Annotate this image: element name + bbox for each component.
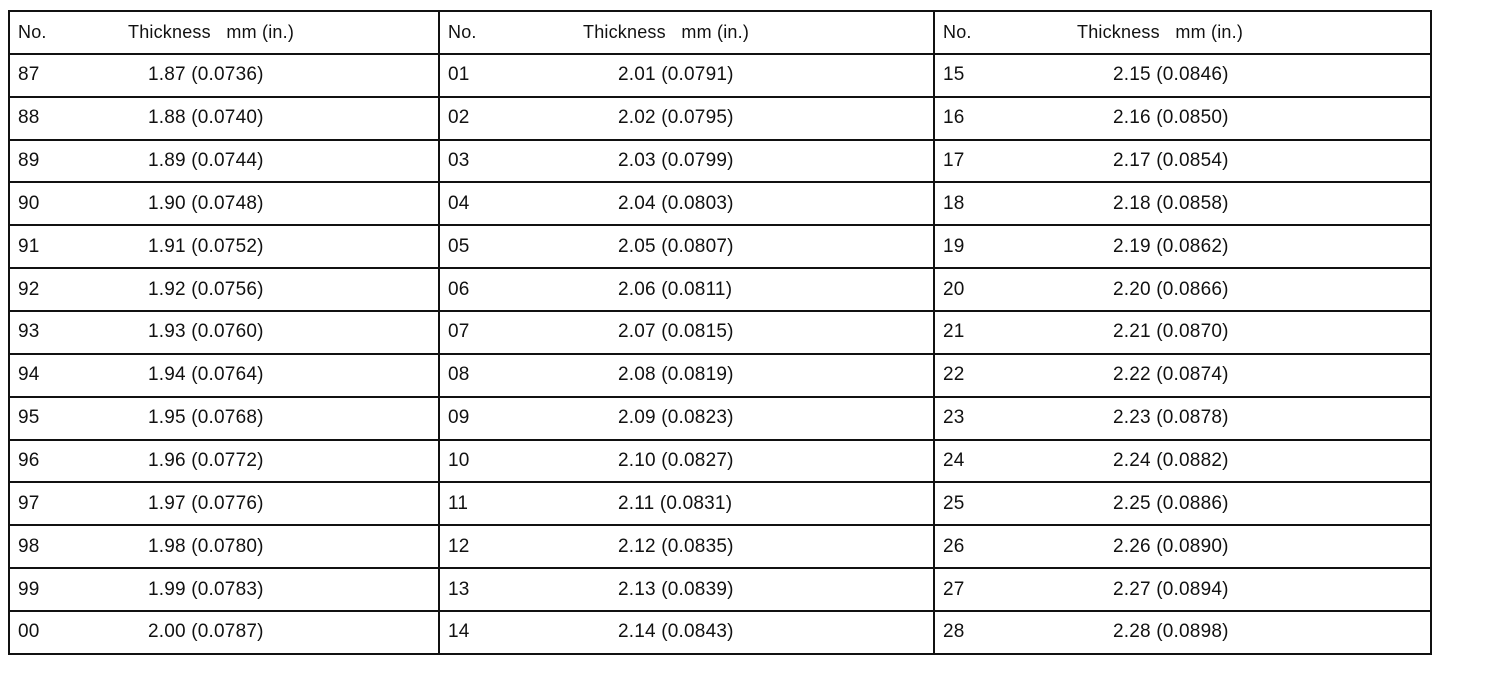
row-no: 15 (943, 64, 965, 86)
table-row (935, 569, 1430, 612)
table-row (10, 55, 438, 98)
row-no: 19 (943, 235, 965, 257)
row-no: 05 (448, 235, 470, 257)
table-row (10, 483, 438, 526)
row-no: 98 (18, 535, 40, 557)
table-block-3 (935, 12, 1430, 653)
row-thickness: 1.89 (0.0744) (148, 150, 264, 171)
row-no: 06 (448, 278, 470, 300)
row-no: 92 (18, 278, 40, 300)
row-thickness: 2.21 (0.0870) (1113, 321, 1229, 343)
row-no: 14 (448, 621, 470, 643)
row-thickness: 1.92 (0.0756) (148, 278, 264, 300)
row-thickness: 2.22 (0.0874) (1113, 364, 1229, 386)
row-no: 01 (448, 64, 470, 86)
table-row (10, 355, 438, 398)
row-thickness: 1.99 (0.0783) (148, 578, 264, 600)
row-no: 99 (18, 578, 40, 600)
table-row (440, 355, 933, 398)
row-no: 87 (18, 64, 40, 86)
thickness-table (8, 10, 1432, 655)
table-row (440, 226, 933, 269)
row-thickness: 2.02 (0.0795) (618, 107, 734, 129)
row-thickness: 2.01 (0.0791) (618, 64, 734, 86)
header-no: No. (448, 21, 477, 42)
row-thickness: 1.98 (0.0780) (148, 535, 264, 557)
row-thickness: 2.00 (0.0787) (148, 621, 264, 643)
row-no: 10 (448, 450, 470, 472)
table-row (935, 312, 1430, 355)
row-thickness: 2.23 (0.0878) (1113, 407, 1229, 429)
table-row (935, 226, 1430, 269)
row-no: 24 (943, 450, 965, 472)
table-row (10, 569, 438, 612)
row-no: 02 (448, 107, 470, 129)
table-block-1 (10, 12, 440, 653)
row-thickness: 1.87 (0.0736) (148, 64, 264, 86)
table-row (935, 398, 1430, 441)
table-row (935, 355, 1430, 398)
table-row (935, 441, 1430, 484)
row-thickness: 2.24 (0.0882) (1113, 450, 1229, 472)
row-thickness: 2.04 (0.0803) (618, 192, 734, 214)
row-no: 00 (18, 621, 40, 643)
table-header-row (440, 12, 933, 55)
table-row (10, 226, 438, 269)
row-thickness: 2.25 (0.0886) (1113, 492, 1229, 514)
row-no: 17 (943, 150, 965, 171)
row-no: 28 (943, 621, 965, 643)
table-header-row (10, 12, 438, 55)
table-row (440, 98, 933, 141)
table-row (935, 55, 1430, 98)
row-no: 26 (943, 535, 965, 557)
table-header-row (935, 12, 1430, 55)
row-thickness: 2.05 (0.0807) (618, 235, 734, 257)
table-row (10, 612, 438, 653)
row-no: 95 (18, 407, 40, 429)
row-no: 88 (18, 107, 40, 129)
table-row (10, 183, 438, 226)
row-no: 13 (448, 578, 470, 600)
row-thickness: 2.26 (0.0890) (1113, 535, 1229, 557)
row-no: 23 (943, 407, 965, 429)
header-thickness: Thickness mm (in.) (1077, 21, 1244, 42)
row-no: 20 (943, 278, 965, 300)
row-no: 07 (448, 321, 470, 343)
row-thickness: 2.07 (0.0815) (618, 321, 734, 343)
row-no: 94 (18, 364, 40, 386)
row-no: 93 (18, 321, 40, 343)
header-thickness: Thickness mm (in.) (128, 21, 295, 42)
row-thickness: 2.09 (0.0823) (618, 407, 734, 429)
row-no: 89 (18, 150, 40, 171)
table-row (440, 398, 933, 441)
row-no: 18 (943, 192, 965, 214)
row-thickness: 2.18 (0.0858) (1113, 192, 1229, 214)
table-row (440, 612, 933, 653)
row-thickness: 2.11 (0.0831) (618, 492, 733, 514)
table-row (935, 183, 1430, 226)
row-thickness: 1.88 (0.0740) (148, 107, 264, 129)
table-row (440, 569, 933, 612)
row-thickness: 1.91 (0.0752) (148, 235, 264, 257)
table-row (10, 312, 438, 355)
row-no: 08 (448, 364, 470, 386)
table-row (935, 612, 1430, 653)
header-no: No. (943, 21, 972, 42)
row-thickness: 2.17 (0.0854) (1113, 150, 1229, 171)
row-thickness: 2.15 (0.0846) (1113, 64, 1229, 86)
table-row (935, 269, 1430, 312)
row-thickness: 2.14 (0.0843) (618, 621, 734, 643)
row-no: 27 (943, 578, 965, 600)
table-block-2 (440, 12, 935, 653)
row-thickness: 1.94 (0.0764) (148, 364, 264, 386)
row-thickness: 1.96 (0.0772) (148, 450, 264, 472)
row-thickness: 2.06 (0.0811) (618, 278, 733, 300)
table-row (935, 98, 1430, 141)
row-no: 22 (943, 364, 965, 386)
row-thickness: 2.03 (0.0799) (618, 150, 734, 171)
table-row (935, 526, 1430, 569)
row-thickness: 2.08 (0.0819) (618, 364, 734, 386)
row-no: 03 (448, 150, 470, 171)
table-row (10, 441, 438, 484)
table-row (10, 141, 438, 184)
row-thickness: 2.19 (0.0862) (1113, 235, 1229, 257)
table-row (440, 55, 933, 98)
row-thickness: 1.95 (0.0768) (148, 407, 264, 429)
table-row (440, 269, 933, 312)
row-thickness: 2.27 (0.0894) (1113, 578, 1229, 600)
row-thickness: 1.93 (0.0760) (148, 321, 264, 343)
table-row (440, 483, 933, 526)
row-no: 09 (448, 407, 470, 429)
table-row (935, 483, 1430, 526)
row-thickness: 2.10 (0.0827) (618, 450, 734, 472)
row-no: 96 (18, 450, 40, 472)
table-row (935, 141, 1430, 184)
row-thickness: 1.97 (0.0776) (148, 492, 264, 514)
row-thickness: 2.13 (0.0839) (618, 578, 734, 600)
row-no: 91 (18, 235, 40, 257)
row-no: 97 (18, 492, 40, 514)
table-row (440, 312, 933, 355)
table-row (10, 98, 438, 141)
table-row (440, 141, 933, 184)
row-no: 90 (18, 192, 40, 214)
table-row (440, 183, 933, 226)
header-thickness: Thickness mm (in.) (583, 21, 750, 42)
table-row (10, 398, 438, 441)
row-thickness: 1.90 (0.0748) (148, 192, 264, 214)
row-no: 11 (448, 492, 469, 514)
row-no: 16 (943, 107, 965, 129)
row-no: 12 (448, 535, 470, 557)
table-row (440, 441, 933, 484)
header-no: No. (18, 21, 47, 42)
row-no: 21 (943, 321, 965, 343)
row-thickness: 2.20 (0.0866) (1113, 278, 1229, 300)
row-thickness: 2.28 (0.0898) (1113, 621, 1229, 643)
row-thickness: 2.16 (0.0850) (1113, 107, 1229, 129)
table-row (10, 526, 438, 569)
table-row (440, 526, 933, 569)
row-thickness: 2.12 (0.0835) (618, 535, 734, 557)
table-row (10, 269, 438, 312)
row-no: 25 (943, 492, 965, 514)
row-no: 04 (448, 192, 470, 214)
